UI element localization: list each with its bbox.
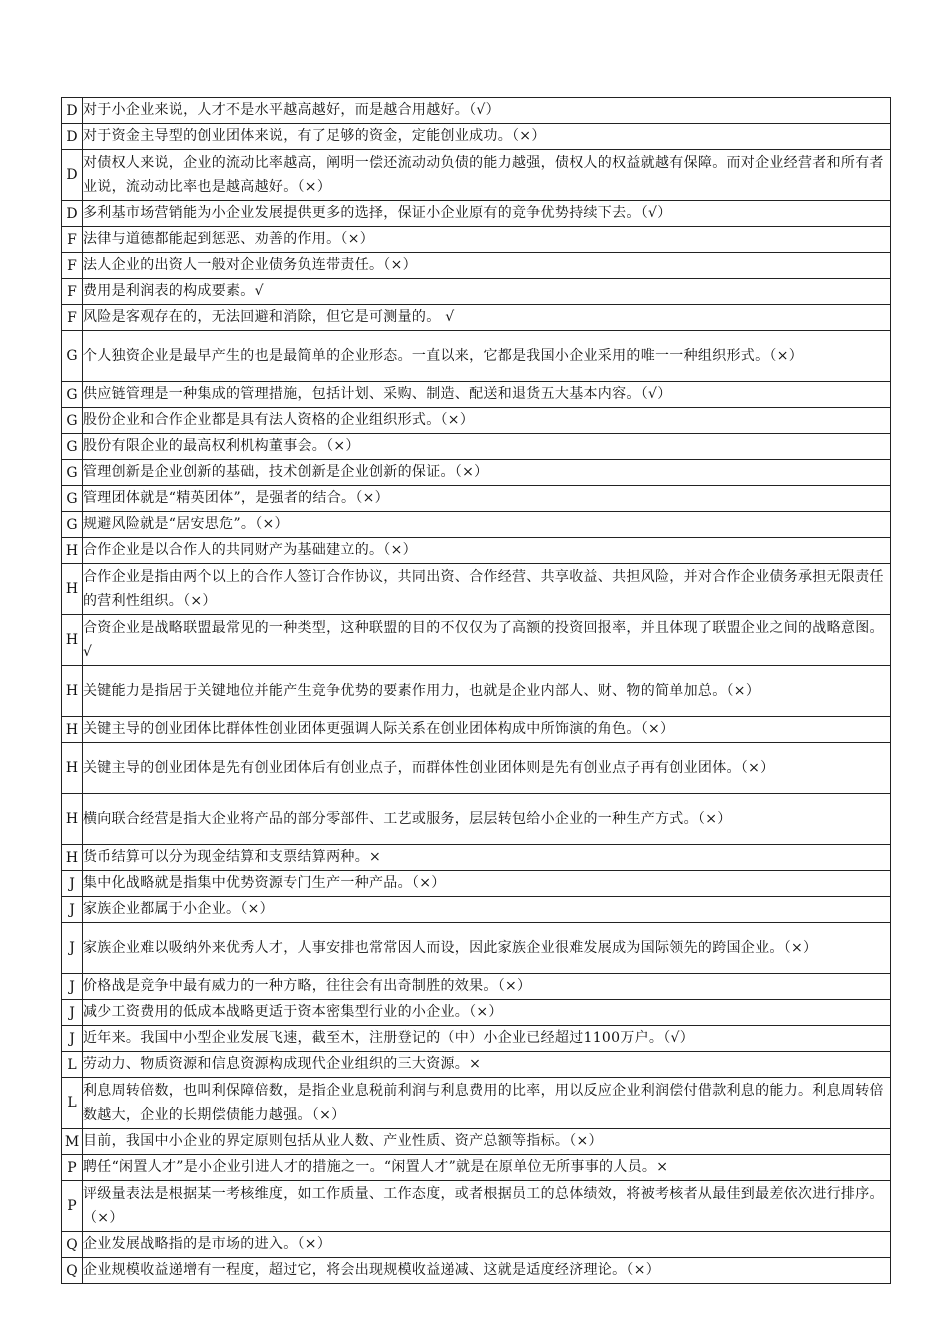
index-letter: F xyxy=(62,253,83,279)
table-row xyxy=(62,666,891,717)
statement-text: 管理团体就是“精英团体”，是强者的结合。（×） xyxy=(83,486,891,512)
index-letter: G xyxy=(62,460,83,486)
statement-text: 合资企业是战略联盟最常见的一种类型，这种联盟的目的不仅仅为了高额的投资回报率，并且体现了联盟企业之间的战略意图。 √ xyxy=(83,615,891,666)
statement-text: 对于小企业来说，人才不是水平越高越好，而是越合用越好。（√） xyxy=(83,98,891,124)
index-letter: H xyxy=(62,845,83,871)
true-false-question-table xyxy=(61,97,891,1284)
table-row xyxy=(62,434,891,460)
table-row xyxy=(62,486,891,512)
index-letter: F xyxy=(62,227,83,253)
statement-text: 供应链管理是一种集成的管理措施，包括计划、采购、制造、配送和退货五大基本内容。（√） xyxy=(83,382,891,408)
index-letter: H xyxy=(62,666,83,717)
statement-text: 风险是客观存在的，无法回避和消除，但它是可测量的。 √ xyxy=(83,305,891,331)
table-row xyxy=(62,615,891,666)
index-letter: P xyxy=(62,1181,83,1232)
table-row xyxy=(62,1155,891,1181)
table-row xyxy=(62,845,891,871)
table-row xyxy=(62,512,891,538)
statement-text: 家族企业都属于小企业。（×） xyxy=(83,897,891,923)
statement-text: 个人独资企业是最早产生的也是最简单的企业形态。一直以来，它都是我国小企业采用的唯一一种组织形式。（×） xyxy=(83,331,891,382)
statement-text: 减少工资费用的低成本战略更适于资本密集型行业的小企业。（×） xyxy=(83,1000,891,1026)
index-letter: J xyxy=(62,1000,83,1026)
index-letter: G xyxy=(62,382,83,408)
table-row xyxy=(62,98,891,124)
index-letter: J xyxy=(62,897,83,923)
statement-text: 股份企业和合作企业都是具有法人资格的企业组织形式。（×） xyxy=(83,408,891,434)
table-row xyxy=(62,1026,891,1052)
table-row xyxy=(62,331,891,382)
index-letter: D xyxy=(62,124,83,150)
statement-text: 评级量表法是根据某一考核维度，如工作质量、工作态度，或者根据员工的总体绩效，将被考核者从最佳到最差依次进行排序。（×） xyxy=(83,1181,891,1232)
table-row xyxy=(62,460,891,486)
table-row xyxy=(62,564,891,615)
index-letter: M xyxy=(62,1129,83,1155)
table-row xyxy=(62,923,891,974)
table-row xyxy=(62,794,891,845)
statement-text: 价格战是竞争中最有威力的一种方略，往往会有出奇制胜的效果。（×） xyxy=(83,974,891,1000)
index-letter: Q xyxy=(62,1258,83,1284)
statement-text: 横向联合经营是指大企业将产品的部分零部件、工艺或服务，层层转包给小企业的一种生产方式。（×） xyxy=(83,794,891,845)
table-row xyxy=(62,253,891,279)
statement-text: 对于资金主导型的创业团体来说，有了足够的资金，定能创业成功。（×） xyxy=(83,124,891,150)
index-letter: H xyxy=(62,564,83,615)
index-letter: G xyxy=(62,512,83,538)
index-letter: G xyxy=(62,486,83,512)
table-row xyxy=(62,717,891,743)
index-letter: D xyxy=(62,201,83,227)
statement-text: 规避风险就是“居安思危”。（×） xyxy=(83,512,891,538)
table-row xyxy=(62,1052,891,1078)
table-row xyxy=(62,227,891,253)
statement-text: 关键主导的创业团体是先有创业团体后有创业点子，而群体性创业团体则是先有创业点子再有创业团体。（×） xyxy=(83,743,891,794)
table-row xyxy=(62,279,891,305)
table-row xyxy=(62,1258,891,1284)
index-letter: G xyxy=(62,331,83,382)
index-letter: J xyxy=(62,974,83,1000)
statement-text: 家族企业难以吸纳外来优秀人才，人事安排也常常因人而设，因此家族企业很难发展成为国际领先的跨国企业。（×） xyxy=(83,923,891,974)
table-row xyxy=(62,201,891,227)
index-letter: Q xyxy=(62,1232,83,1258)
statement-text: 管理创新是企业创新的基础，技术创新是企业创新的保证。（×） xyxy=(83,460,891,486)
statement-text: 对债权人来说，企业的流动比率越高，阐明一偿还流动动负债的能力越强，债权人的权益就越有保障。而对企业经营者和所有者业说，流动动比率也是越高越好。（×） xyxy=(83,150,891,201)
statement-text: 近年来。我国中小型企业发展飞速，截至木，注册登记的（中）小企业已经超过1100万户。（√） xyxy=(83,1026,891,1052)
statement-text: 股份有限企业的最高权利机构董事会。（×） xyxy=(83,434,891,460)
statement-text: 合作企业是以合作人的共同财产为基础建立的。（×） xyxy=(83,538,891,564)
statement-text: 法人企业的出资人一般对企业债务负连带责任。（×） xyxy=(83,253,891,279)
index-letter: H xyxy=(62,538,83,564)
index-letter: G xyxy=(62,408,83,434)
index-letter: J xyxy=(62,871,83,897)
statement-text: 合作企业是指由两个以上的合作人签订合作协议，共同出资、合作经营、共享收益、共担风险，并对合作企业债务承担无限责任的营利性组织。（×） xyxy=(83,564,891,615)
statement-text: 企业发展战略指的是市场的进入。（×） xyxy=(83,1232,891,1258)
index-letter: L xyxy=(62,1052,83,1078)
table-row xyxy=(62,408,891,434)
table-row xyxy=(62,743,891,794)
table-row xyxy=(62,382,891,408)
table-row xyxy=(62,1078,891,1129)
table-row xyxy=(62,305,891,331)
statement-text: 集中化战略就是指集中优势资源专门生产一种产品。（×） xyxy=(83,871,891,897)
table-row xyxy=(62,1129,891,1155)
table-row xyxy=(62,538,891,564)
index-letter: D xyxy=(62,150,83,201)
table-row xyxy=(62,1232,891,1258)
table-row xyxy=(62,124,891,150)
statement-text: 关键能力是指居于关键地位并能产生竞争优势的要素作用力，也就是企业内部人、财、物的简单加总。（×） xyxy=(83,666,891,717)
statement-text: 多利基市场营销能为小企业发展提供更多的选择，保证小企业原有的竞争优势持续下去。（√） xyxy=(83,201,891,227)
index-letter: P xyxy=(62,1155,83,1181)
statement-text: 利息周转倍数，也叫利保障倍数，是指企业息税前利润与利息费用的比率，用以反应企业利润偿付借款利息的能力。利息周转倍数越大，企业的长期偿债能力越强。（×） xyxy=(83,1078,891,1129)
index-letter: D xyxy=(62,98,83,124)
table-row xyxy=(62,974,891,1000)
table-row xyxy=(62,897,891,923)
statement-text: 费用是利润表的构成要素。√ xyxy=(83,279,891,305)
statement-text: 劳动力、物质资源和信息资源构成现代企业组织的三大资源。× xyxy=(83,1052,891,1078)
table-row xyxy=(62,150,891,201)
statement-text: 目前，我国中小企业的界定原则包括从业人数、产业性质、资产总额等指标。（×） xyxy=(83,1129,891,1155)
statement-text: 聘任“闲置人才”是小企业引进人才的措施之一。“闲置人才”就是在原单位无所事事的人员。× xyxy=(83,1155,891,1181)
index-letter: H xyxy=(62,794,83,845)
table-row xyxy=(62,1000,891,1026)
index-letter: H xyxy=(62,743,83,794)
index-letter: H xyxy=(62,717,83,743)
statement-text: 企业规模收益递增有一程度，超过它，将会出现规模收益递减、这就是适度经济理论。（×） xyxy=(83,1258,891,1284)
table-row xyxy=(62,871,891,897)
index-letter: G xyxy=(62,434,83,460)
index-letter: F xyxy=(62,279,83,305)
index-letter: L xyxy=(62,1078,83,1129)
statement-text: 法律与道德都能起到惩恶、劝善的作用。（×） xyxy=(83,227,891,253)
index-letter: J xyxy=(62,1026,83,1052)
index-letter: F xyxy=(62,305,83,331)
question-table-body xyxy=(62,98,891,1284)
table-row xyxy=(62,1181,891,1232)
index-letter: H xyxy=(62,615,83,666)
statement-text: 关键主导的创业团体比群体性创业团体更强调人际关系在创业团体构成中所饰演的角色。（×） xyxy=(83,717,891,743)
statement-text: 货币结算可以分为现金结算和支票结算两种。× xyxy=(83,845,891,871)
index-letter: J xyxy=(62,923,83,974)
